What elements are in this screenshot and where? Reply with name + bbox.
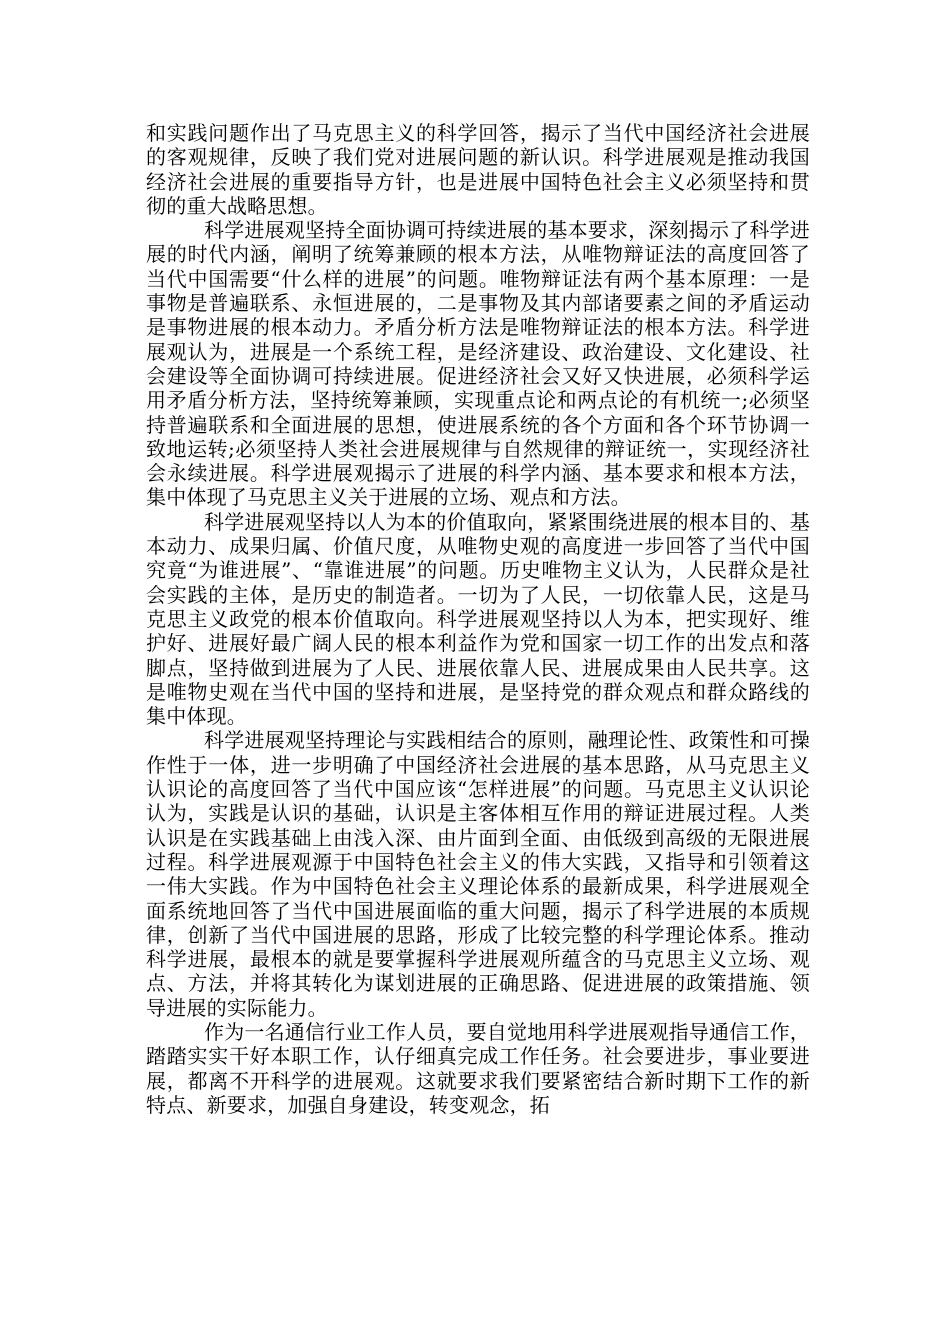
paragraph-1: 和实践问题作出了马克思主义的科学回答，揭示了当代中国经济社会进展的客观规律，反映了我们党对进展问题的新认识。科学进展观是推动我国经济社会进展的重要指导方针，也是进展中国特色社会主义必须坚持和贯彻的重大战略思想。 xyxy=(146,121,810,218)
paragraph-4: 科学进展观坚持理论与实践相结合的原则，融理论性、政策性和可操作性于一体，进一步明确了中国经济社会进展的基本思路，从马克思主义认识论的高度回答了当代中国应该“怎样进展”的问题。马克思主义认识论认为，实践是认识的基础，认识是主客体相互作用的辩证进展过程。人类认识是在实践基础上由浅入深、由片面到全面、由低级到高级的无限进展过程。科学进展观源于中国特色社会主义的伟大实践，又指导和引领着这一伟大实践。作为中国特色社会主义理论体系的最新成果，科学进展观全面系统地回答了当代中国进展面临的重大问题，揭示了科学进展的本质规律，创新了当代中国进展的思路，形成了比较完整的科学理论体系。推动科学进展，最根本的就是要掌握科学进展观所蕴含的马克思主义立场、观点、方法，并将其转化为谋划进展的正确思路、促进进展的政策措施、领导进展的实际能力。 xyxy=(146,728,810,1020)
document-page xyxy=(146,121,810,1117)
paragraph-2: 科学进展观坚持全面协调可持续进展的基本要求，深刻揭示了科学进展的时代内涵，阐明了统筹兼顾的根本方法，从唯物辩证法的高度回答了当代中国需要“什么样的进展”的问题。唯物辩证法有两个基本原理：一是事物是普遍联系、永恒进展的，二是事物及其内部诸要素之间的矛盾运动是事物进展的根本动力。矛盾分析方法是唯物辩证法的根本方法。科学进展观认为，进展是一个系统工程，是经济建设、政治建设、文化建设、社会建设等全面协调可持续进展。促进经济社会又好又快进展，必须科学运用矛盾分析方法，坚持统筹兼顾，实现重点论和两点论的有机统一;必须坚持普遍联系和全面进展的思想，使进展系统的各个方面和各个环节协调一致地运转;必须坚持人类社会进展规律与自然规律的辩证统一，实现经济社会永续进展。科学进展观揭示了进展的科学内涵、基本要求和根本方法，集中体现了马克思主义关于进展的立场、观点和方法。 xyxy=(146,218,810,510)
paragraph-5: 作为一名通信行业工作人员，要自觉地用科学进展观指导通信工作，踏踏实实干好本职工作，认仔细真完成工作任务。社会要进步，事业要进展，都离不开科学的进展观。这就要求我们要紧密结合新时期下工作的新特点、新要求，加强自身建设，转变观念，拓 xyxy=(146,1019,810,1117)
paragraph-3: 科学进展观坚持以人为本的价值取向，紧紧围绕进展的根本目的、基本动力、成果归属、价值尺度，从唯物史观的高度进一步回答了当代中国究竟“为谁进展”、“靠谁进展”的问题。历史唯物主义认为，人民群众是社会实践的主体，是历史的制造者。一切为了人民，一切依靠人民，这是马克思主义政党的根本价值取向。科学进展观坚持以人为本，把实现好、维护好、进展好最广阔人民的根本利益作为党和国家一切工作的出发点和落脚点，坚持做到进展为了人民、进展依靠人民、进展成果由人民共享。这是唯物史观在当代中国的坚持和进展，是坚持党的群众观点和群众路线的集中体现。 xyxy=(146,509,810,729)
